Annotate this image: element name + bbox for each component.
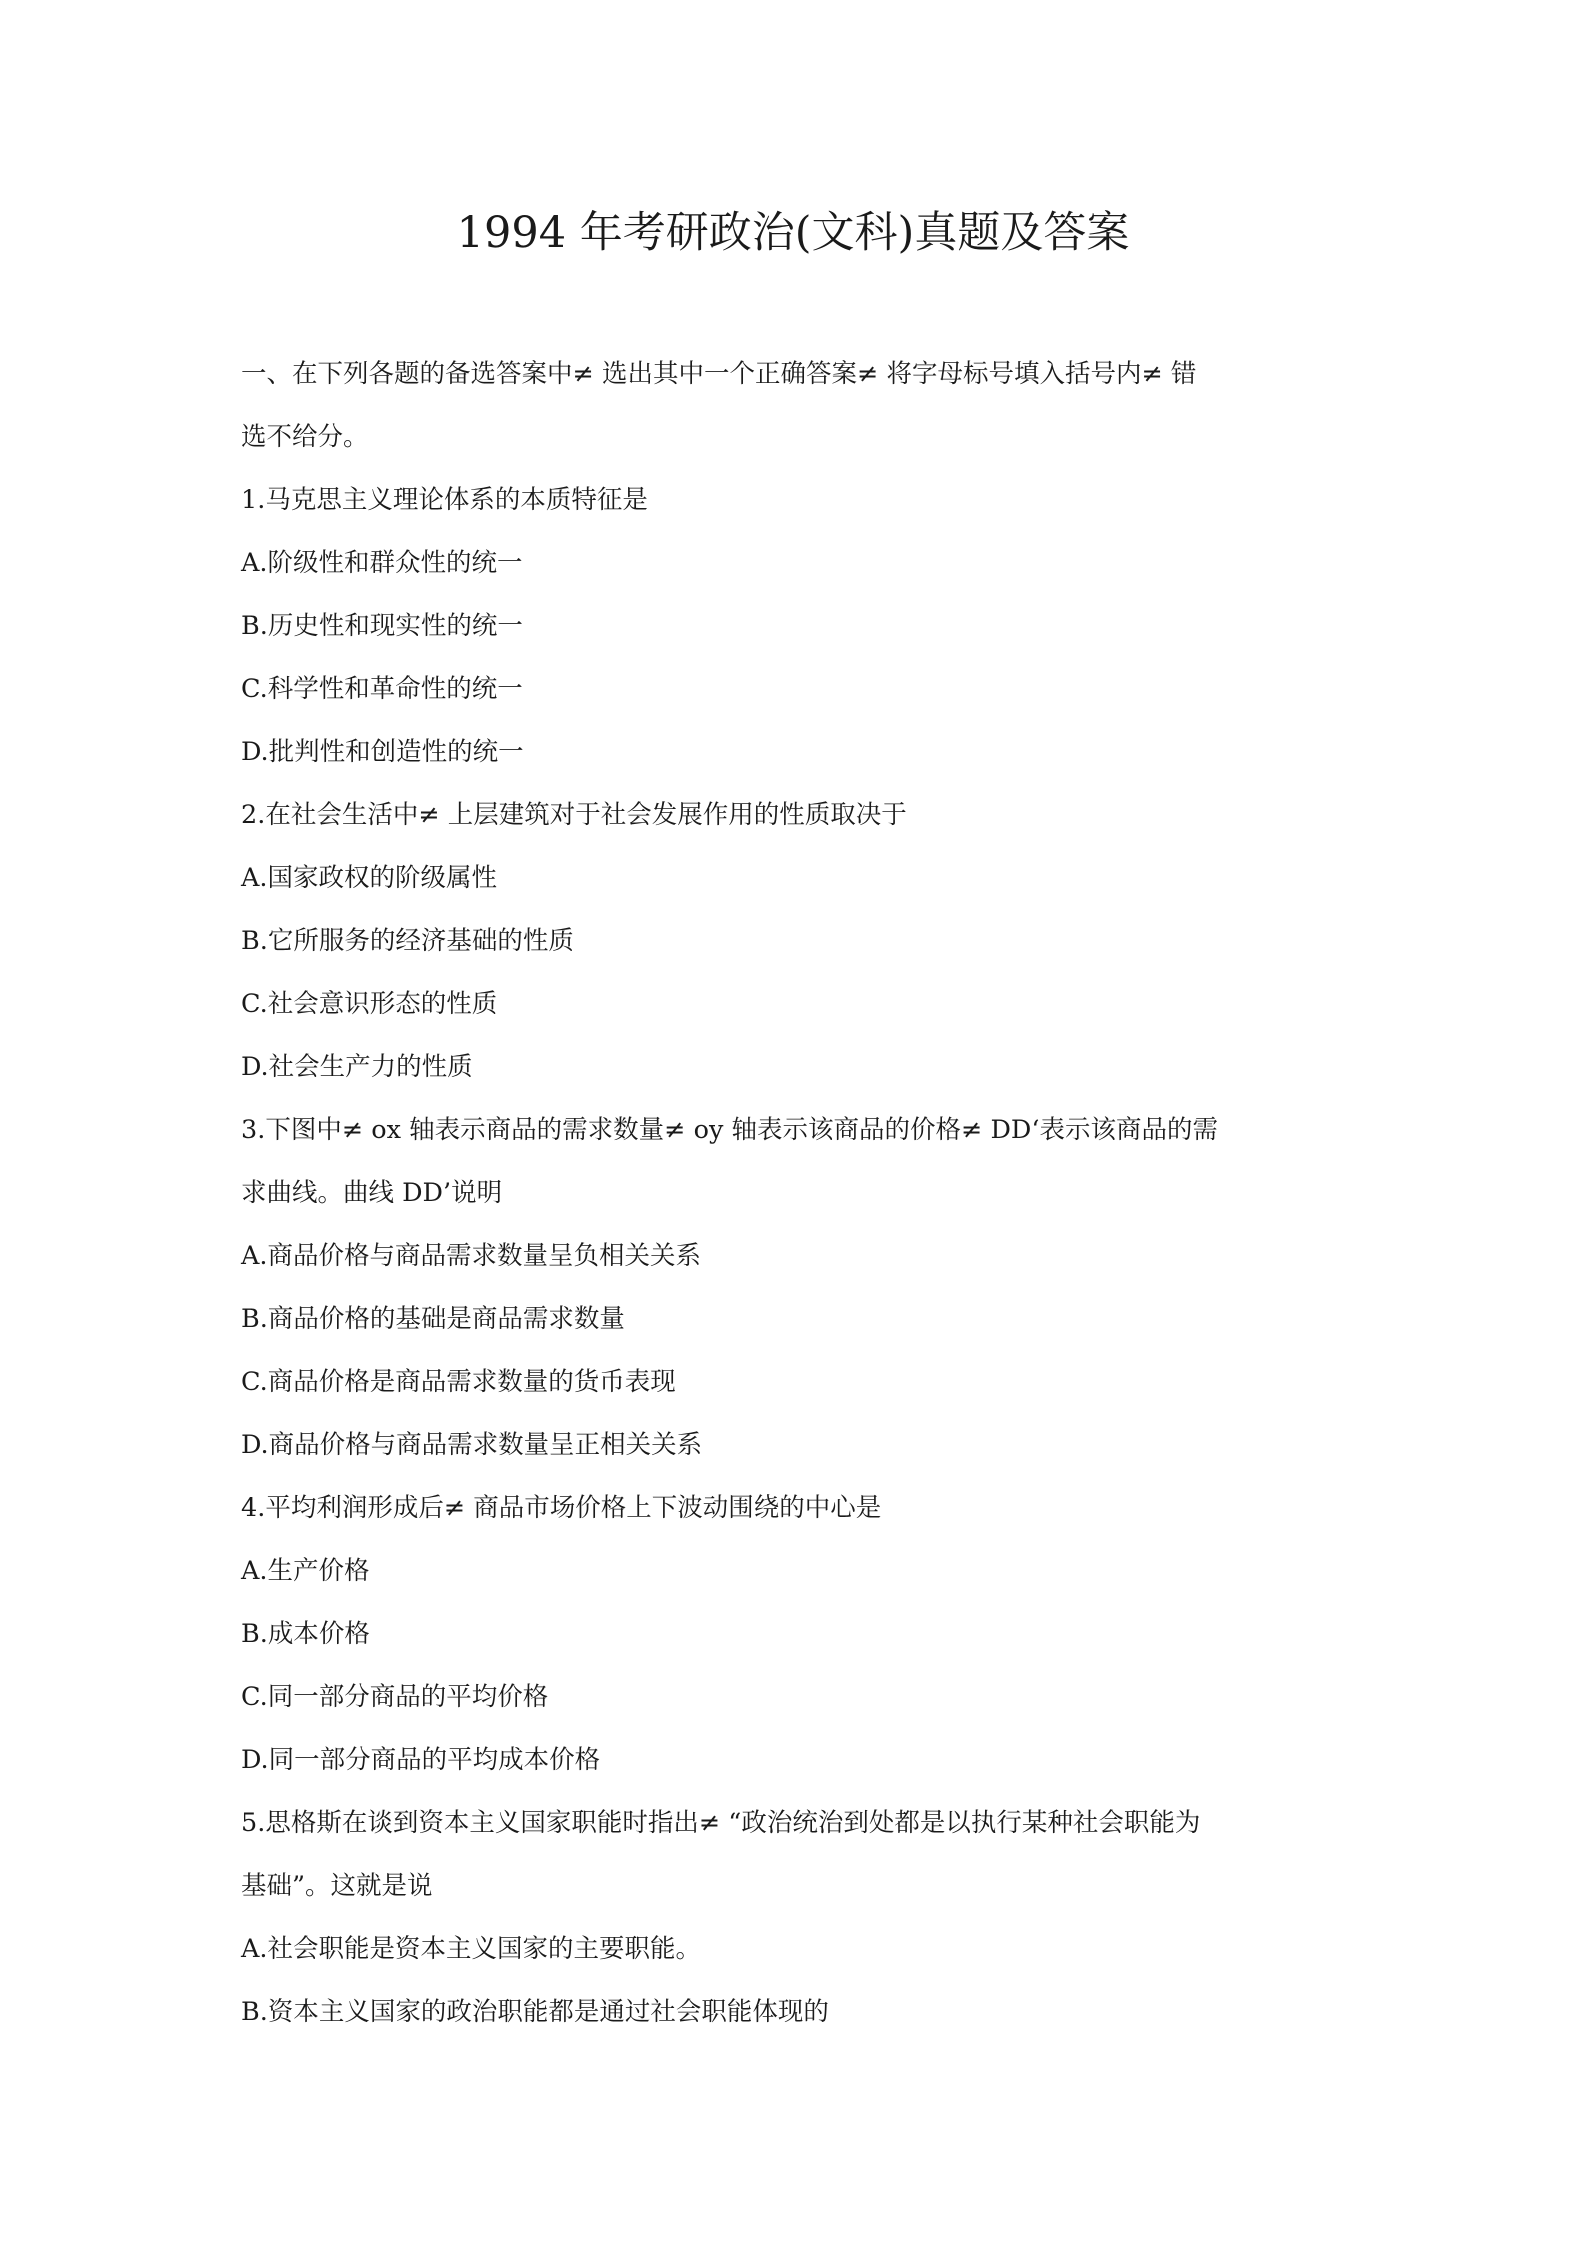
question-1-option-d: D.批判性和创造性的统一 [241,737,524,767]
question-3-option-c: C.商品价格是商品需求数量的货币表现 [241,1367,676,1397]
question-2-option-c: C.社会意识形态的性质 [241,989,498,1019]
question-3-option-b: B.商品价格的基础是商品需求数量 [241,1304,625,1334]
section-instruction: 一、在下列各题的备选答案中≠ 选出其中一个正确答案≠ 将字母标号填入括号内≠ 错 [241,359,1197,389]
question-4-option-c: C.同一部分商品的平均价格 [241,1682,549,1712]
question-2-option-d: D.社会生产力的性质 [241,1052,473,1082]
question-4-stem: 4.平均利润形成后≠ 商品市场价格上下波动围绕的中心是 [241,1493,882,1523]
question-5-stem: 5.思格斯在谈到资本主义国家职能时指出≠ “政治统治到处都是以执行某种社会职能为 [241,1808,1201,1838]
question-4-option-b: B.成本价格 [241,1619,370,1649]
question-1-option-c: C.科学性和革命性的统一 [241,674,523,704]
question-4-option-a: A.生产价格 [241,1556,370,1586]
question-1-option-a: A.阶级性和群众性的统一 [241,548,523,578]
question-3-option-d: D.商品价格与商品需求数量呈正相关关系 [241,1430,703,1460]
question-2-option-b: B.它所服务的经济基础的性质 [241,926,574,956]
question-3-stem-cont: 求曲线。曲线 DD’说明 [241,1178,503,1208]
question-5-option-b: B.资本主义国家的政治职能都是通过社会职能体现的 [241,1997,829,2027]
document-title: 1994 年考研政治(文科)真题及答案 [456,208,1130,258]
question-5-stem-cont: 基础”。这就是说 [241,1871,433,1901]
document-body [241,343,1351,2044]
question-3-stem: 3.下图中≠ ox 轴表示商品的需求数量≠ oy 轴表示该商品的价格≠ DD‘表示该商品的需 [241,1115,1218,1145]
question-2-stem: 2.在社会生活中≠ 上层建筑对于社会发展作用的性质取决于 [241,800,907,830]
question-1-stem: 1.马克思主义理论体系的本质特征是 [241,485,648,515]
question-2-option-a: A.国家政权的阶级属性 [241,863,498,893]
question-4-option-d: D.同一部分商品的平均成本价格 [241,1745,601,1775]
question-1-option-b: B.历史性和现实性的统一 [241,611,523,641]
question-5-option-a: A.社会职能是资本主义国家的主要职能。 [241,1934,702,1964]
section-instruction-cont: 选不给分。 [241,422,369,452]
question-3-option-a: A.商品价格与商品需求数量呈负相关关系 [241,1241,702,1271]
